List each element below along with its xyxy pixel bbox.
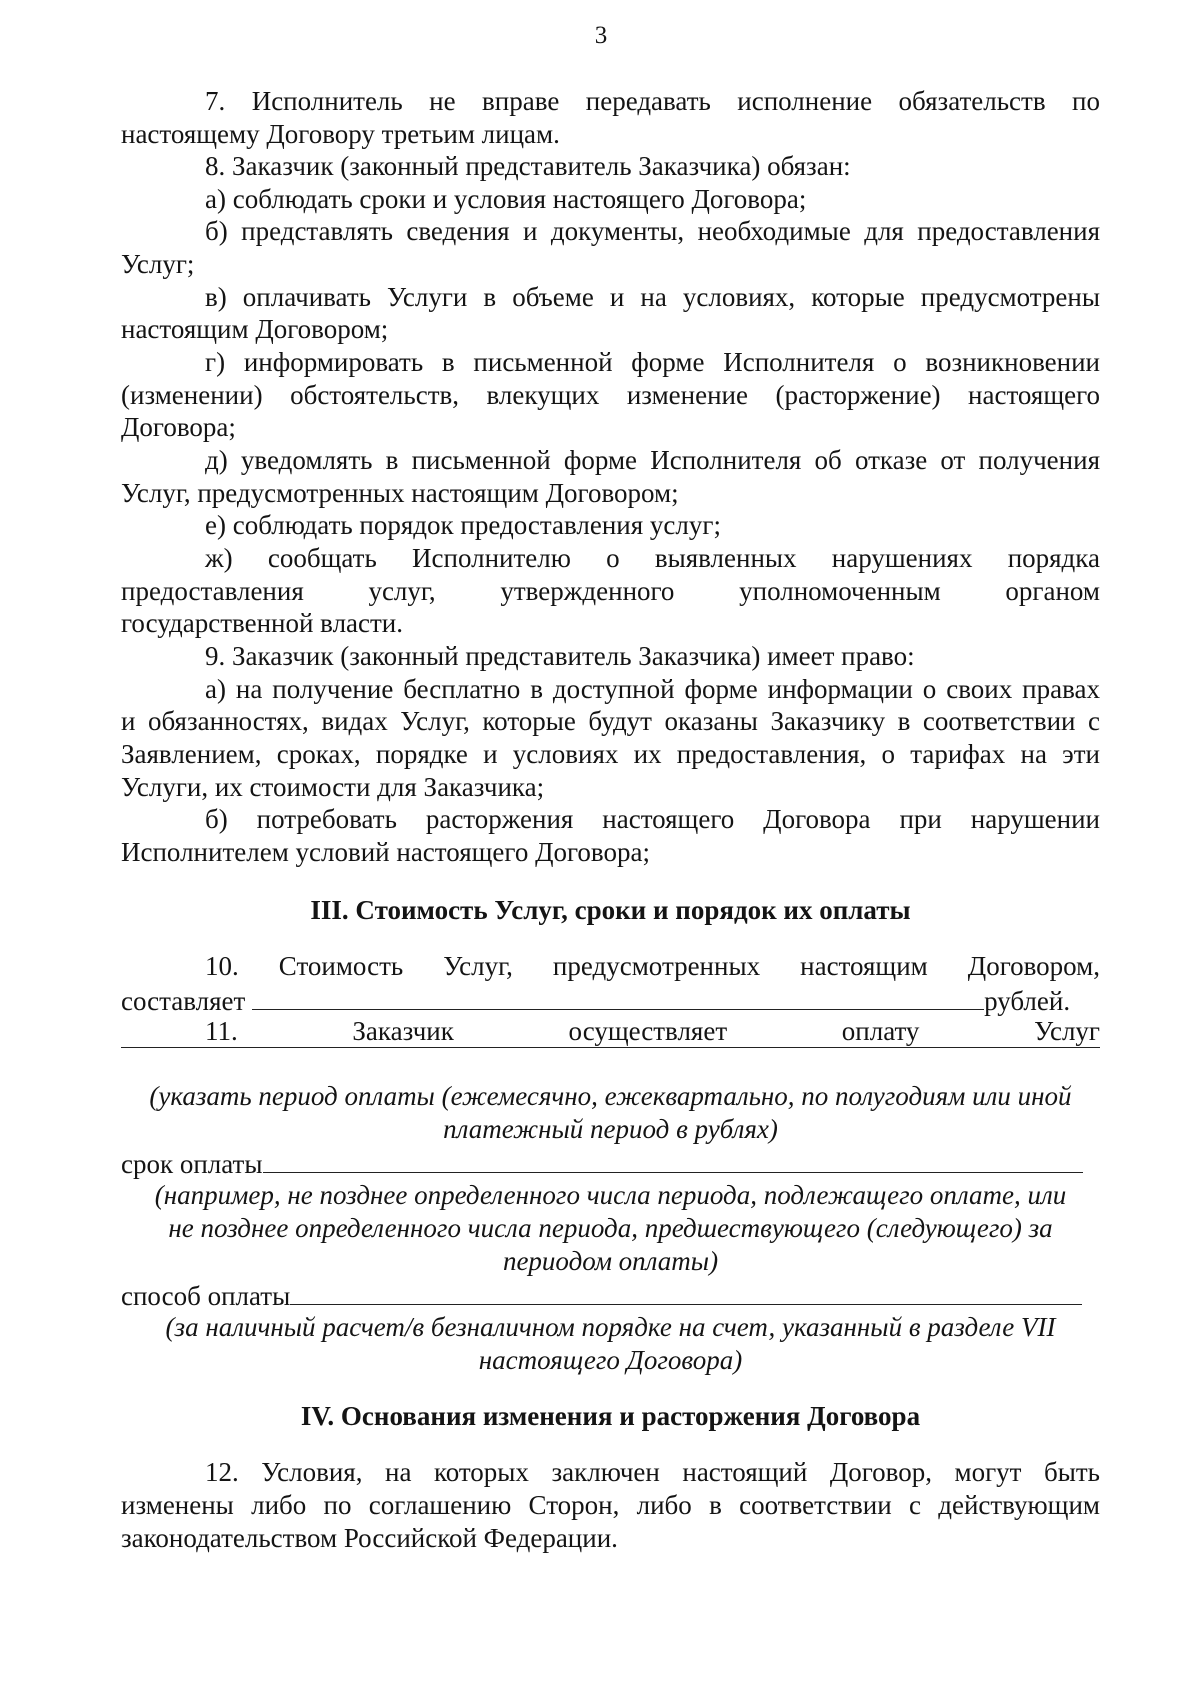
- paragraph-8-item-v-line-2: настоящим Договором;: [121, 314, 389, 344]
- paragraph-8-item-zh-line-3: государственной власти.: [121, 608, 404, 638]
- paragraph-8-item-zh-line-1: ж) сообщать Исполнителю о выявленных нарушениях порядка: [205, 543, 1100, 573]
- paragraph-9-item-a-line-4: Услуги, их стоимости для Заказчика;: [121, 772, 545, 802]
- paragraph-8-item-d-line-1: д) уведомлять в письменной форме Исполнителя об отказе от получения: [205, 445, 1100, 475]
- paragraph-8-item-b-line-1: б) представлять сведения и документы, необходимые для предоставления: [205, 216, 1100, 246]
- payment-period-blank[interactable]: [121, 1047, 1100, 1048]
- payment-term-blank[interactable]: [263, 1146, 1083, 1173]
- paragraph-8-heading: 8. Заказчик (законный представитель Заказчика) обязан:: [205, 151, 851, 181]
- paragraph-7-line-2: настоящему Договору третьим лицам.: [121, 119, 560, 149]
- payment-term-row: [121, 1146, 1100, 1181]
- page-number: 3: [594, 22, 608, 49]
- section-3-title: III. Стоимость Услуг, сроки и порядок их оплаты: [310, 895, 911, 925]
- payment-period-hint-line-2: платежный период в рублях): [443, 1114, 778, 1144]
- cost-label: составляет: [121, 986, 246, 1016]
- payment-period-hint-line-1: (указать период оплаты (ежемесячно, ежеквартально, по полугодиям или иной: [149, 1081, 1072, 1111]
- cost-amount-blank[interactable]: [252, 983, 984, 1010]
- payment-term-hint-line-2: не позднее определенного числа периода, предшествующего (следующего) за: [168, 1213, 1053, 1243]
- paragraph-9-item-a-line-3: Заявлением, сроках, порядке и условиях их предоставления, о тарифах на эти: [121, 739, 1100, 769]
- paragraph-8-item-g-line-1: г) информировать в письменной форме Исполнителя о возникновении: [205, 347, 1100, 377]
- paragraph-10-line-1: 10. Стоимость Услуг, предусмотренных настоящим Договором,: [205, 951, 1100, 981]
- paragraph-8-item-d-line-2: Услуг, предусмотренных настоящим Договором;: [121, 478, 679, 508]
- paragraph-9-item-b-line-1: б) потребовать расторжения настоящего Договора при нарушении: [205, 804, 1100, 834]
- payment-term-hint-line-1: (например, не позднее определенного числа периода, подлежащего оплате, или: [154, 1180, 1067, 1210]
- paragraph-8-item-g-line-3: Договора;: [121, 412, 236, 442]
- paragraph-11-line-1: 11. Заказчик осуществляет оплату Услуг: [205, 1016, 1100, 1046]
- paragraph-9-item-a-line-2: и обязанностях, видах Услуг, которые будут оказаны Заказчику в соответствии с: [121, 706, 1100, 736]
- payment-method-blank[interactable]: [290, 1278, 1082, 1305]
- paragraph-9-item-a-line-1: а) на получение бесплатно в доступной форме информации о своих правах: [205, 674, 1100, 704]
- paragraph-8-item-a: а) соблюдать сроки и условия настоящего Договора;: [205, 184, 807, 214]
- payment-method-label: способ оплаты: [121, 1281, 291, 1311]
- payment-method-row: [121, 1278, 1100, 1313]
- paragraph-9-heading: 9. Заказчик (законный представитель Заказчика) имеет право:: [205, 641, 915, 671]
- paragraph-10-line-2: [121, 983, 1100, 1018]
- payment-method-hint-line-1: (за наличный расчет/в безналичном порядке на счет, указанный в разделе VII: [165, 1312, 1056, 1342]
- paragraph-8-item-zh-line-2: предоставления услуг, утвержденного уполномоченным органом: [121, 576, 1100, 606]
- payment-term-label: срок оплаты: [121, 1149, 263, 1179]
- currency-label: рублей.: [984, 986, 1071, 1016]
- payment-method-hint-line-2: настоящего Договора): [478, 1345, 743, 1375]
- paragraph-12-line-2: изменены либо по соглашению Сторон, либо в соответствии с действующим: [121, 1490, 1100, 1520]
- paragraph-12-line-3: законодательством Российской Федерации.: [121, 1523, 618, 1553]
- section-4-title: IV. Основания изменения и расторжения Договора: [300, 1401, 921, 1431]
- payment-term-hint-line-3: периодом оплаты): [502, 1246, 719, 1276]
- paragraph-8-item-v-line-1: в) оплачивать Услуги в объеме и на условиях, которые предусмотрены: [205, 282, 1100, 312]
- paragraph-12-line-1: 12. Условия, на которых заключен настоящий Договор, могут быть: [205, 1457, 1100, 1487]
- paragraph-8-item-g-line-2: (изменении) обстоятельств, влекущих изменение (расторжение) настоящего: [121, 380, 1100, 410]
- paragraph-8-item-b-line-2: Услуг;: [121, 249, 195, 279]
- paragraph-8-item-e: е) соблюдать порядок предоставления услуг;: [205, 510, 721, 540]
- paragraph-9-item-b-line-2: Исполнителем условий настоящего Договора;: [121, 837, 650, 867]
- paragraph-7-line-1: 7. Исполнитель не вправе передавать исполнение обязательств по: [205, 86, 1100, 116]
